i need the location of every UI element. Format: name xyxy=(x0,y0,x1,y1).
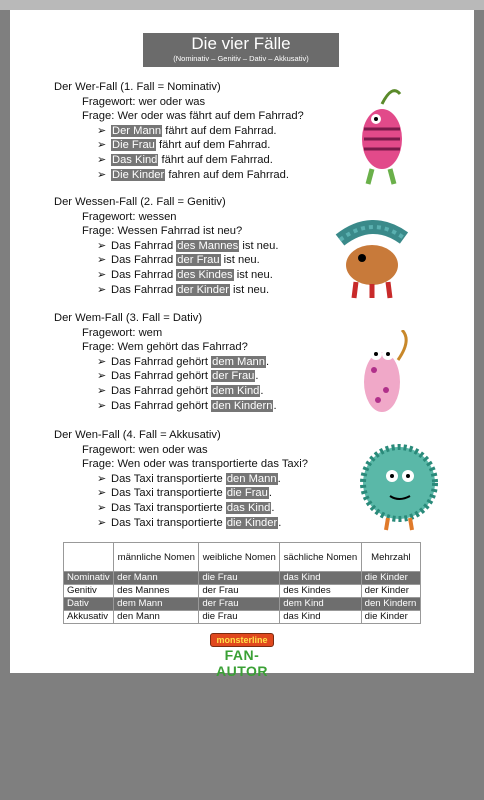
table-cell: der Kinder xyxy=(361,585,420,598)
arrow-icon: ➢ xyxy=(97,355,107,368)
question: Frage: Wer oder was fährt auf dem Fahrrad? xyxy=(82,110,304,123)
highlight: das Kind xyxy=(226,501,271,514)
table-cell: die Kinder xyxy=(361,572,420,585)
table-cell: des Kindes xyxy=(280,585,361,598)
top-bar xyxy=(0,0,484,10)
highlight: die Frau xyxy=(226,487,268,500)
question-word: Fragewort: wer oder was xyxy=(82,95,206,108)
table-cell: Dativ xyxy=(64,598,114,611)
table-header: männliche Nomen xyxy=(114,543,199,572)
table-header xyxy=(64,543,114,572)
table-cell: die Frau xyxy=(199,572,280,585)
highlight: die Kinder xyxy=(226,516,278,529)
example-line: ➢ Das Taxi transportierte den Mann. xyxy=(97,472,281,485)
arrow-icon: ➢ xyxy=(97,283,107,296)
logo-bottom-text: FAN-AUTOR xyxy=(215,647,269,679)
fuzzy-green-monster-illustration xyxy=(352,438,446,532)
highlight: Der Mann xyxy=(112,124,162,137)
table-cell: den Kindern xyxy=(361,598,420,611)
table-cell: Nominativ xyxy=(64,572,114,585)
arrow-icon: ➢ xyxy=(97,168,107,181)
question: Frage: Wem gehört das Fahrrad? xyxy=(82,341,248,354)
highlight: des Kindes xyxy=(177,268,233,281)
example-line: ➢ Das Kind fährt auf dem Fahrrad. xyxy=(97,153,273,166)
arrow-icon: ➢ xyxy=(97,153,107,166)
table-row xyxy=(64,598,421,611)
page-title: Die vier Fälle xyxy=(191,34,291,53)
section-heading: Der Wem-Fall (3. Fall = Dativ) xyxy=(54,312,203,324)
pink-monster-illustration xyxy=(352,84,412,186)
table-cell: das Kind xyxy=(280,572,361,585)
table-header-row xyxy=(64,543,421,572)
question: Frage: Wessen Fahrrad ist neu? xyxy=(82,225,243,238)
arrow-icon: ➢ xyxy=(97,399,107,412)
example-line: ➢ Das Fahrrad der Kinder ist neu. xyxy=(97,283,270,296)
highlight: der Kinder xyxy=(177,283,229,296)
spotted-monster-illustration xyxy=(356,330,412,422)
highlight: der Frau xyxy=(177,254,220,267)
table-cell: der Frau xyxy=(199,585,280,598)
highlight: Das Kind xyxy=(112,153,158,166)
example-line: ➢ Das Fahrrad der Frau ist neu. xyxy=(97,254,260,267)
table-row xyxy=(64,611,421,624)
arrow-icon: ➢ xyxy=(97,239,107,252)
highlight: der Frau xyxy=(212,370,255,383)
table-cell: die Frau xyxy=(199,611,280,624)
arrow-icon: ➢ xyxy=(97,268,107,281)
highlight: den Mann xyxy=(226,472,277,485)
logo-top-text: monsterline xyxy=(210,633,273,647)
arrow-icon: ➢ xyxy=(97,384,107,397)
title-box xyxy=(143,33,339,67)
table-row xyxy=(64,585,421,598)
table-cell: die Kinder xyxy=(361,611,420,624)
table-row xyxy=(64,572,421,585)
highlight: dem Kind xyxy=(212,384,260,397)
arrow-icon: ➢ xyxy=(97,254,107,267)
case-table xyxy=(63,542,421,624)
teal-monster-illustration xyxy=(332,210,414,300)
table-header: Mehrzahl xyxy=(361,543,420,572)
example-line: ➢ Der Mann fährt auf dem Fahrrad. xyxy=(97,124,277,137)
arrow-icon: ➢ xyxy=(97,370,107,383)
section-heading: Der Wen-Fall (4. Fall = Akkusativ) xyxy=(54,429,221,441)
table-header: sächliche Nomen xyxy=(280,543,361,572)
arrow-icon: ➢ xyxy=(97,124,107,137)
highlight: den Kindern xyxy=(212,399,273,412)
example-line: ➢ Das Fahrrad gehört den Kindern. xyxy=(97,399,277,412)
highlight: des Mannes xyxy=(177,239,239,252)
example-line: ➢ Das Taxi transportierte das Kind. xyxy=(97,501,275,514)
table-cell: den Mann xyxy=(114,611,199,624)
example-line: ➢ Das Taxi transportierte die Kinder. xyxy=(97,516,282,529)
section-genitiv xyxy=(54,195,278,297)
example-line: ➢ Das Taxi transportierte die Frau. xyxy=(97,487,272,500)
highlight: Die Frau xyxy=(112,139,155,152)
example-line: ➢ Das Fahrrad des Mannes ist neu. xyxy=(97,239,279,252)
page-subtitle: (Nominativ – Genitiv – Dativ – Akkusativ) xyxy=(173,54,309,63)
question: Frage: Wen oder was transportierte das Taxi? xyxy=(82,458,308,471)
table-cell: das Kind xyxy=(280,611,361,624)
example-line: ➢ Die Frau fährt auf dem Fahrrad. xyxy=(97,139,271,152)
highlight: dem Mann xyxy=(212,355,265,368)
table-header: weibliche Nomen xyxy=(199,543,280,572)
example-line: ➢ Die Kinder fahren auf dem Fahrrad. xyxy=(97,168,289,181)
section-nominativ xyxy=(54,80,304,182)
section-akkusativ xyxy=(54,428,308,530)
section-heading: Der Wer-Fall (1. Fall = Nominativ) xyxy=(54,81,221,93)
table-cell: Akkusativ xyxy=(64,611,114,624)
table-cell: der Mann xyxy=(114,572,199,585)
table-cell: Genitiv xyxy=(64,585,114,598)
example-line: ➢ Das Fahrrad gehört dem Kind. xyxy=(97,384,264,397)
highlight: Die Kinder xyxy=(112,168,165,181)
table-cell: der Frau xyxy=(199,598,280,611)
example-line: ➢ Das Fahrrad des Kindes ist neu. xyxy=(97,268,273,281)
question-word: Fragewort: wen oder was xyxy=(82,443,208,456)
example-line: ➢ Das Fahrrad gehört der Frau. xyxy=(97,370,259,383)
arrow-icon: ➢ xyxy=(97,516,107,529)
arrow-icon: ➢ xyxy=(97,501,107,514)
arrow-icon: ➢ xyxy=(97,487,107,500)
section-heading: Der Wessen-Fall (2. Fall = Genitiv) xyxy=(54,196,226,208)
question-word: Fragewort: wem xyxy=(82,326,163,339)
example-line: ➢ Das Fahrrad gehört dem Mann. xyxy=(97,355,270,368)
arrow-icon: ➢ xyxy=(97,472,107,485)
fan-autor-logo xyxy=(200,630,284,679)
table-cell: dem Mann xyxy=(114,598,199,611)
table-cell: des Mannes xyxy=(114,585,199,598)
question-word: Fragewort: wessen xyxy=(82,210,177,223)
section-dativ xyxy=(54,311,277,413)
arrow-icon: ➢ xyxy=(97,139,107,152)
table-cell: dem Kind xyxy=(280,598,361,611)
